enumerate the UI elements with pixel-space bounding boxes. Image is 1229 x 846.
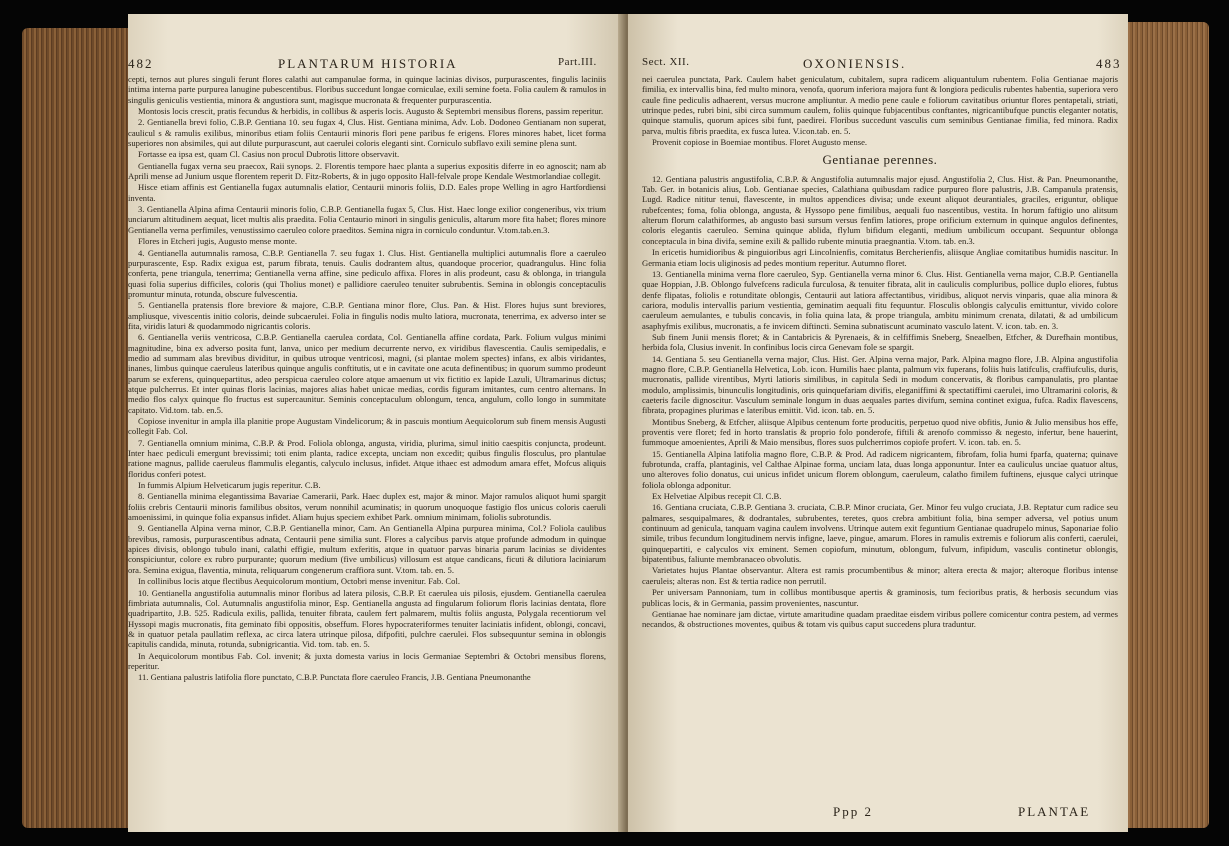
left-paragraph: Flores in Etcheri jugis, Augusto mense monte. — [138, 236, 297, 247]
right-paragraph: Sub finem Junii mensis floret; & in Cantabricis & Pyrenaeis, & in celfiffimis Sneberg, Sneaelben, Etfcher, & Durefhain montibus, herbida fola, Clusius invenit. In confinibus locis circa Genevam fole se spargit. — [642, 331, 1118, 353]
right-paragraph: Varietates hujus Plantae observantur. Altera est ramis procumbentibus & minor; altera erecta & major; alteroque floribus intense caeruleis; alteras non. Est & tertia radice non perrutil. — [642, 565, 1118, 586]
left-paragraph: Hisce etiam affinis est Gentianella fugax autumnalis elatior, Centaurii minoris foliis, D.D. Eales prope Welling in agro Hartfordiensi inventa. — [128, 182, 606, 203]
right-paragraph: Montibus Sneberg, & Etfcher, aliisque Alpibus centenum forte producitis, perpetuo quod nive obfitis, Junio & Julio mensibus hos effe, proventis vere floret; fed in horto translatis & proprio folo ponderofe, fiftili & arenofo commisso & negesto, infertur, bene hauerint, fummoque amoenientes, Aprili & Maio mensibus, flores suos pulcherrimos copiofe profert. V. icon. tab. en. 5. — [642, 416, 1118, 448]
left-paragraph: 7. Gentianella omnium minima, C.B.P. & Prod. Foliola oblonga, angusta, viridia, plurima, simul initio caespitis conjuncta, prodeunt. Inter haec pediculi emergunt brevissimi; toti enim planta, radice excepta, unciam non excedit; quibus fingulis flosculus, pro plantulae ratione magnus, pallide caeruleus flammulis elegantis, calyculo inclusus, infidet. Atque ithaec est admodum amara effet, Mofcus aliquis floridus conferi potest. — [128, 437, 606, 479]
left-paragraph: Montosis locis crescit, pratis fecundus & herbidis, in collibus & asperis locis. Augusto & Septembri mensibus florens, passim reperitur. — [138, 106, 604, 117]
left-paragraph: 11. Gentiana palustris latifolia flore punctato, C.B.P. Punctata flore caeruleo Francis, J.B. Gentiana Pneumonanthe — [138, 672, 531, 683]
right-paragraph: 16. Gentiana cruciata, C.B.P. Gentiana 3. cruciata, C.B.P. Minor cruciata, Ger. Minor feu vulgo cruciata, J.B. Reptatur cum radice seu palmares, sesquipalmares, & dodrantales, subrubentes, teretes, quos crebra ambitiunt folia, bina semper adversa, vel potius unum continuum ad genicula, tanquam vagina caulem involvens. Utrinque autem exit feguntium Gentianae quadrupelo minus, Saponariae folio simile, tribus fecundum longitudinem nervis infigne, laeve, pingue, amarum. Flores in ramulis extremis e foliorum alis conferti, caerulei, quinquepartiti, e calyculos vix eminent. Semen copiofum, minutum, oblongum, fulvum, infipidum, vasculis continetur oblongis, bipatentibus, faliunte membranaceo obvolutis. — [642, 502, 1118, 565]
page-number-right: 483 — [1096, 56, 1122, 71]
page-number-left: 482 — [128, 56, 154, 71]
running-title-right: OXONIENSIS. — [803, 56, 907, 71]
section-heading: Gentianae perennes. — [822, 152, 938, 168]
left-paragraph: 4. Gentianella autumnalis ramosa, C.B.P. Gentianella 7. seu fugax 1. Clus. Hist. Gentianella multiplici autumnalis flore a caeruleo purpurascente, Esp. Radix exigua est, parum fibrata, tenuis. Caulis dodrantem altus, quandoque procerior, quadrangulus. Hinc folia conferta, pene triangula, tenerrima; Gentianella verna affine, sine pediculo affixa. Flores in alis prodeunt, casu & oblonga, in triangula quasi folia superius difficiles, coloris (qui Tholius monet) e pallidiore caeruleo tenuiter subrubentis. Semina in oblongis conceptaculis promuntur minuta, rotunda, obscure fulvescentia. — [128, 247, 606, 299]
left-page-edges — [22, 28, 132, 828]
catchword: PLANTAE — [1018, 804, 1091, 819]
left-paragraph: 2. Gentianella brevi folio, C.B.P. Gentiana 10. seu fugax 4, Clus. Hist. Gentiana minima, Adv. Lob. Dodoneo Gentianam non superat, caulicul s & ramulis exilibus, minoribus etiam foliis Centaurii minoris flori pene paribus fe erigens. Flores minores habet, licet forma superiores non absimiles, qui aut dilute purpurascunt, aut caerulei coloris eleganti sint. Corniculo subflavo exili semine plena sunt. — [128, 117, 606, 149]
left-paragraph: In collinibus locis atque flectibus Aequicolorum montium, Octobri mense invenitur. Fab. Col. — [138, 576, 460, 587]
left-paragraph: 10. Gentianella angustifolia autumnalis minor floribus ad latera pilosis, C.B.P. Et caerulea uis pilosis, ejusdem. Gentianella caerulea fimbriata autumnalis, Col. Autumnalis angustifolia minor, Esp. Gentianella angusta ad fingularum foliorum floris lacinias dentata, flore quadripartito, J.B. 525. Radicula exilis, pallida, tenuiter fibrata, caulem fert palmarem, multis foliis angusta, Polygala recentiorum vel Hyssopi magis mucronatis, fita geminato fibi oppositis, obseffum. Flores hypocrateriformes tenuiter laciniatis infident, oblongi, concavi, & in quatuor petala paullatim reflexa, ac circa latera utrinque pilosa, difpofiti, pulchre caerulei. Flos subsequuntur semina in oblongis capitulis candida, minuta, rotunda, subnigricantia. Vid. tom. tab. en. 5. — [128, 587, 606, 650]
right-paragraph: 15. Gentianella Alpina latifolia magno flore, C.B.P. & Prod. Ad radicem nigricantem, fibrofam, folia humi fparfa, quaterna; quinave fubrotunda, craffa, plantaginis, vel Calthae Alpinae forma, unciam lata, duas longa apponuntur. Inter ea cauliculus unciae quatuor altus, uno alteroves folio donatus, cui unicus infidet unicum florem oblongum, caeruleum, calatho fimilem fuftinens, ejusque calyci utrinque foliola oblonga adponitur. — [642, 448, 1118, 490]
right-paragraph: Per universam Pannoniam, tum in collibus montibusque apertis & graminosis, tum fecioribus pratis, & herbosis secundum vias publicas locis, & in Germania, passim provenientes, nascuntur. — [642, 587, 1118, 608]
left-page-body — [128, 74, 606, 684]
right-paragraph: 14. Gentiana 5. seu Gentianella verna major, Clus. Hist. Ger. Alpina verna major, Park. Alpina magno flore, J.B. Alpina angustifolia magno flore, C.B.P. Gentianella Helvetica, Lob. icon. Humilis haec planta, palmum vix fuperans, foliis huis latifculis, craffiufculis, duris, mucronatis, pallide virentibus, Myrti latioris similibus, in capitula Sedi in modum concervatis, & floribus campanulatis, pro plantae modulo, amplissimis, binunculis longitudinis, oris quinquefariam divifis, eleganiffimi & spectatiffimi caerulei, imo Ultramarini coloris, & caeteris facile dignoscitur. Vasculum seminale longum in duas aequales partes divifum, semina continet exigua, fufca. Radix flavescens, fibrata, propagines plurimas e lateribus emittit. Vid. icon. tab. en. 5. — [642, 353, 1118, 416]
right-page-edges — [1125, 22, 1209, 828]
left-paragraph: Fortasse ea ipsa est, quam Cl. Casius non procul Dubrotis littore observavit. — [138, 149, 400, 160]
right-intro-paragraph: nei caerulea punctata, Park. Caulem habet geniculatum, cubitalem, supra radicem aliquantulum rubentem. Folia Gentianae majoris fimilia, ex intervallis bina, fed multo minora, venofa, quorum inferiora majora funt & longiora pediculis rubentes habentia, superiora vero caule fine pediculis adhaerent, versus mucrone ampliuntur. A medio pene caule e foliorum cavitatibus oriuntur flores pentapetali, striati, utrinque pedes, rubri bini, sibi circa summum caulem, foliis quinque fubjacentibus conftantes, nigricantibufque punctis eleganter notatis, quinque stamulis, quorum apices sibi funt, paedirei. Floribus succedunt vasculis cum seminibus Gentianae fimilia, fed minora. Radix parva, multis fibris praedita, ex fusca lutea. V.icon.tab. en. 5. — [642, 74, 1118, 136]
right-intro-paragraph: Provenit copiose in Boemiae montibus. Floret Augusto mense. — [652, 137, 868, 148]
section-label: Sect. XII. — [642, 56, 690, 68]
left-paragraph: Gentianella fugax verna seu praecox, Raii synops. 2. Florentis tempore haec planta a superius expositis diferre in eo agnoscit; nam ab Aprili mense ad Junium usque florentem reperit D. Fitz-Roberts, & in jugo opposito Hall-felvale prope Kendale Westmorlandiae collegit. — [128, 160, 606, 182]
running-title-left: PLANTARUM HISTORIA — [278, 56, 458, 71]
right-paragraph: In ericetis humidioribus & pinguioribus agri Lincolnienfis, comitatus Bercherienfis, aliisque Angliae comitatibus humidis nascitur. In Germania etiam locis uliginosis ad pedes montium reperitur. Autumno floret. — [642, 247, 1118, 268]
right-page — [628, 14, 1128, 832]
left-paragraph: 8. Gentianella minima elegantissima Bavariae Camerarii, Park. Haec duplex est, major & minor. Major ramulos aliquot humi spargit foliis crebris Centaurii minoris familibus obsitos, verum nonnihil acuminatis; in quorum unoquoque fastigio flos unicus coloris caeruli amoenissimi, in quinque folia expansus infidet. Aliam hujus speciem exhibet Park. omnium minimam, foliolis subrotundis. — [128, 491, 606, 523]
right-paragraph: 12. Gentiana palustris angustifolia, C.B.P. & Angustifolia autumnalis major ejusd. Angustifolia 2, Clus. Hist. & Pan. Pneumonanthe, Tab. Ger. in botanicis alius, Lob. Gentianae species, Calathiana quibusdam radice purpureo flore palustris, J.B. Campanula pratensis, Lugd. Radice nititur tenui, flavescente, in multos appendices divisa; unde exeunt aliquot deurantiales, graciles, eriguntur, oblique rubefcentes; foma, folia oblonga, angusta, & Hyssopo pene fimilibus, aequali fuo nascentibus, vestita. In horum faftigio uno alitsum alterum florum calathiformes, ab angusto basi sursum versus fenfim latiores, prope orificium externum in quinque angulos definentes, coloris elegantis caeruleo. Semina quinque ablida, flylum bifidum eleganti, medium umbilicum occupant. Sequuntur oblonga conceptacula in bina divifa, semine exili & pallido rubente minutia praegnantia. V.tom. tab. en.3. — [642, 173, 1118, 246]
left-paragraph: cepti, ternos aut plures singuli ferunt flores calathi aut campanulae forma, in quinque lacinias divisos, purpurascentes, fingulis laciniis intima interna parte purpurea lanugine pubescentibus. Floribus succedunt longae corniculae, exili semine foeta. Folia caulem & ramulos in singulis geniculis vestientia, minora & angustiora sunt, magisque mucronata & frequenter purpurascentia. — [128, 74, 606, 105]
part-label: Part.III. — [558, 56, 597, 68]
right-paragraph: 13. Gentianella minima verna flore caeruleo, Syp. Gentianella verna minor 6. Clus. Hist. Gentianella verna major, C.B.P. Gentianella quae Hoppian, J.B. Oblongo fulvefcens radicula furculosa, & tenuiter fibrata, alit in cauliculis compluribus, pollice duplo eliores, fubtus denfe flipatas, foliolis e rotunditate oblongis, Centaurii aut latiora affectantibus, viridibus, aliquot nervis vinparis, quae alia minora & cariora, modulis intervallis parium vestientia, geminatim aequali fitu fequuntur. Flosculis oblongis calyculis emittuntur, vivido colore caeruleum aemulantes, e tubulis concavis, in folia quina lata, & prope triangula, ambitu minimum crenata, dilatati, & ad umbilicum asaphyfmis exilibus, mucronatis, a fe invicem diftincti. Semina subnatiscunt acuminato vasculo latent. V. icon. tab. en. 3. — [642, 268, 1118, 331]
left-paragraph: 3. Gentianella Alpina afima Centaurii minoris folio, C.B.P. Gentianella fugax 5, Clus. Hist. Haec longe exilior congeneribus, vix trium unciarum altitudinem aequat, licet multis alis praedita. Folia Centaurio minori in singulis geniculis, altarum more fita habet; flores minore Gentianella verna perfimiles, venustissimo caeruleo colore praeditos. Semina nigra in corniculo conduntur. V.tom.tab.en.3. — [128, 204, 606, 235]
right-paragraph: Gentianae hae nominare jam dictae, virtute amaritudine quadam praeditae eisdem viribus pollere comicentur contra pestem, ad vermes necandos, & obstructiones moventes, quibus & totam vis quibus caput succedens plura traduntur. — [642, 608, 1118, 630]
left-paragraph: Copiose invenitur in ampla illa planitie prope Augustam Vindelicorum; & in pascuis montium Aequicolorum sub finem mensis Augusti collegit Fab. Col. — [128, 416, 606, 437]
left-paragraph: 6. Gentianella veriis ventricosa, C.B.P. Gentianella caerulea cordata, Col. Gentianella affine cordata, Park. Folium vulgus minimi magnitudine, bina ex adverso posita funt, lanva, unico per medium decurrente nervo, ex viridibus flavescentia. Caulis semipedalis, e medio ad summam alas brevibus dividitur, in quibus utroque ventricosi, magni, (si plantae molem spectes) infans, ex albis viridantes, inanes, limbus quinque caeruleus lateribus quinque angulis conftitutis, ut e in cavitate one acuta definentibus; in quorum summo prodeunt parum se exferens, quinquepartitus, adeo perspicua caeruleo colore atque amaenum ut vix fictitio ex lapide Lazuli, Ultramarinus dictus; atque pulcherrus. Et inter quinas floris lacinias, majores alias habet unicae medias, cordis figuram imitantes, cum centro alternans. In medio flos calyx quinque flo fructus est supercaunitur. Seminis conceptaculum oblongum, tenca, angulum, collo longo in summitate capitato. Vid.tom. tab. en.5. — [128, 332, 606, 415]
right-page-body — [642, 74, 1118, 631]
left-paragraph: 9. Gentianella Alpina verna minor, C.B.P. Gentianella minor, Cam. An Gentianella Alpina purpurea minima, Col.? Foliola caulibus brevibus, ramosis, purpurascentibus adnata, Centaurii pene similia sunt. Flores a calycibus parvis atque profunde admodum in quinque apices divisis, oblongo tubulo inani, calathi effigie, multum exferitis, atque in quatuor parvas binaria parum lacinias se dividentes conspiciuntur, colore ex rubro purpurante; quorum medium (five umbilicus) villosum est atque candicans, ficuti & dilutiora laciniarum ora. Semina exigua, flaventia, minuta, reliquarum congenerum craffiora sunt. V.tom. tab. en. 5. — [128, 523, 606, 575]
left-paragraph: In fummis Alpium Helveticarum jugis reperitur. C.B. — [138, 480, 321, 491]
left-paragraph: In Aequicolorum montibus Fab. Col. invenit; & juxta domesta varius in locis Germaniae Septembri & Octobri mensibus florens, reperitur. — [128, 650, 606, 671]
right-paragraph: Ex Helvetiae Alpibus recepit Cl. C.B. — [652, 491, 782, 502]
signature-mark: Ppp 2 — [833, 804, 873, 819]
left-paragraph: 5. Gentianella pratensis flore breviore & majore, C.B.P. Gentiana minor flore, Clus. Pan. & Hist. Flores hujus sunt breviores, ampliusque, vivescentis initio coloris, deinde subcaerulei. Folia in fingulis nodis multo latiora, mucronata, tenerrima, ex adverso inter se fita, viridis laturi & quodammodo nigricantis coloris. — [128, 300, 606, 331]
left-page — [128, 14, 626, 832]
